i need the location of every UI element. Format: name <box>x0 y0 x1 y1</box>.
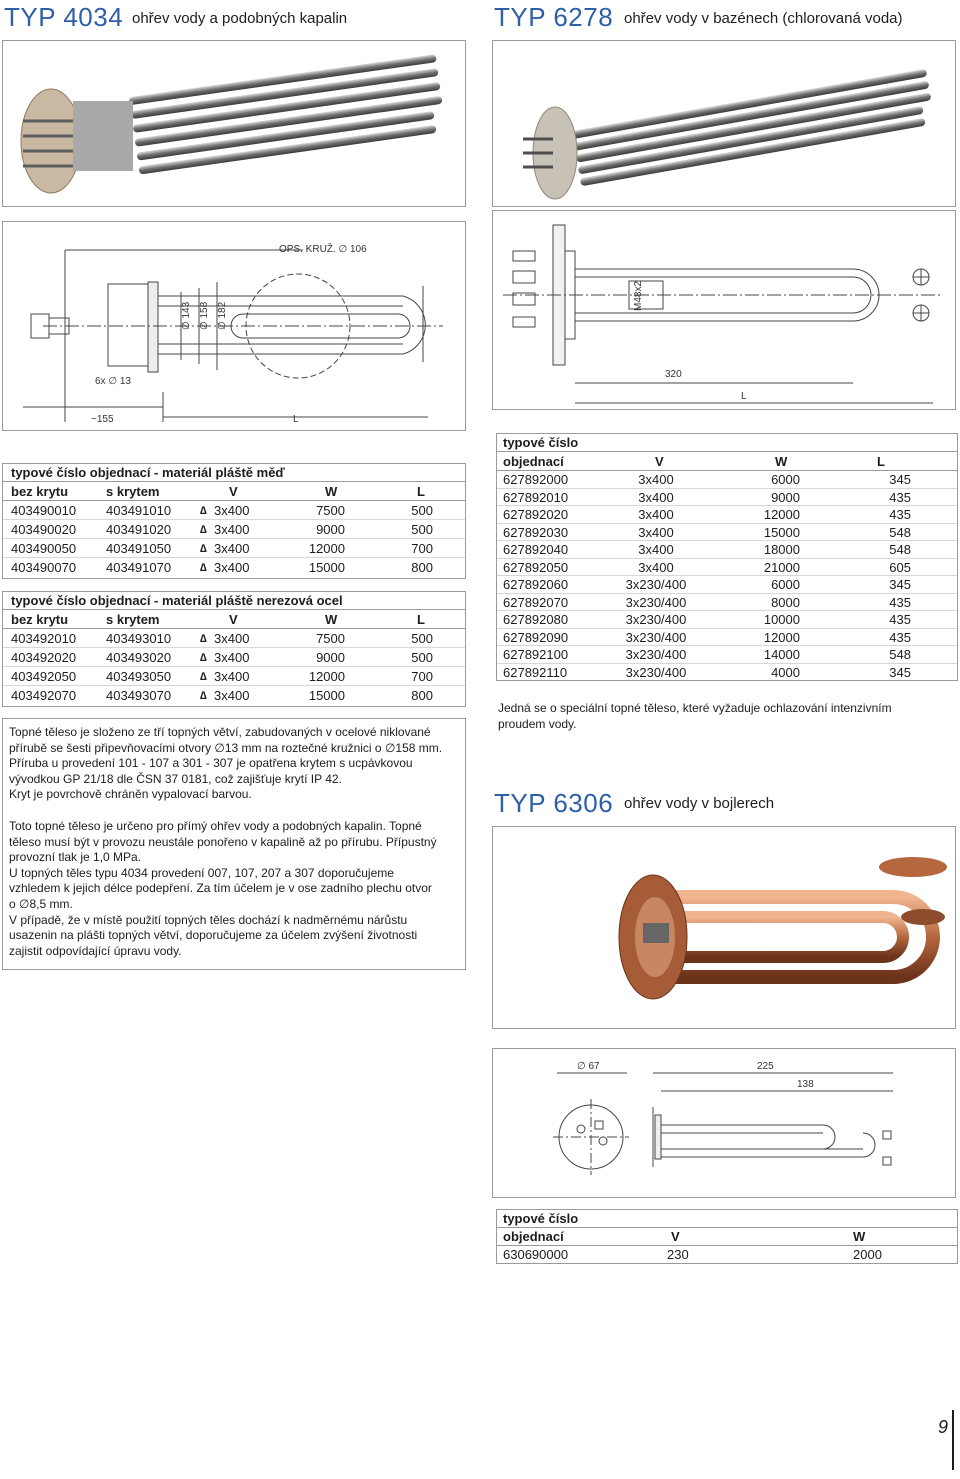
page-number: 9 <box>938 1417 949 1437</box>
text-line: proudem vody. <box>498 716 577 731</box>
delta-symbol: ∆ <box>200 543 207 555</box>
table-header-line1: typové číslo <box>497 1210 957 1228</box>
delta-symbol: ∆ <box>200 690 207 702</box>
delta-symbol: ∆ <box>200 524 207 536</box>
typ6306-photo <box>492 826 956 1029</box>
table-row: 627892090 3x230/400 12000 435 <box>497 629 957 647</box>
typ4034-table-copper <box>2 463 466 579</box>
dim-thread: M48x2 <box>633 280 644 311</box>
typ4034-photo <box>2 40 466 207</box>
table-row: 403490070 403491070 ∆ 3x400 15000 800 <box>11 560 433 575</box>
delta-symbol: ∆ <box>200 505 207 517</box>
dim-len320: 320 <box>665 369 682 380</box>
table-row: 627892020 3x400 12000 435 <box>497 506 957 524</box>
dim-len225: 225 <box>757 1061 774 1072</box>
dim-len138: 138 <box>797 1079 814 1090</box>
table-row: 627892060 3x230/400 6000 345 <box>497 576 957 594</box>
dim-holes: 6x ∅ 13 <box>95 376 131 387</box>
text-line: Kryt je povrchově chráněn vypalovací barvou. <box>9 787 252 802</box>
text-line: V případě, že v místě použití topných těles dochází k nadměrnému nárůstu <box>9 912 408 927</box>
typ6278-note <box>498 701 956 732</box>
table-header-line1: typové číslo <box>497 434 957 452</box>
table-row: 627892100 3x230/400 14000 548 <box>497 646 957 664</box>
typ6278-code: TYP 6278 <box>494 2 614 32</box>
typ4034-table-stainless <box>2 591 466 707</box>
dim-d158: ∅ 158 <box>199 301 210 330</box>
table-title: typové číslo objednací - materiál pláště měď <box>3 464 465 482</box>
typ4034-subtitle: ohřev vody a podobných kapalin <box>132 10 348 27</box>
delta-symbol: ∆ <box>200 671 207 683</box>
table-title: typové číslo objednací - materiál pláště nerezová ocel <box>3 592 465 610</box>
delta-symbol: ∆ <box>200 652 207 664</box>
text-line: přírubě se šesti připevňovacími otvory ∅13 mm na roztečné kružnici o ∅158 mm. <box>9 740 443 755</box>
table-row: 403492010 403493010 ∆ 3x400 7500 500 <box>3 630 465 648</box>
table-row: 627892010 3x400 9000 435 <box>497 489 957 507</box>
description-paragraph-2 <box>9 819 463 959</box>
text-line: provozní tlak je 1,0 MPa. <box>9 850 142 865</box>
text-line: vzhledem k jejich délce podepření. Za tím účelem je v ose zadního plechu otvor <box>9 881 432 896</box>
table-header: bez krytu s krytem V W L <box>3 483 465 501</box>
typ6278-subtitle: ohřev vody v bazénech (chlorovaná voda) <box>624 10 903 27</box>
text-line: Příruba u provedení 101 - 107 a 301 - 307 je opatřena krytem s ucpávkovou <box>9 756 413 771</box>
dim-L: L <box>741 391 747 402</box>
delta-symbol: ∆ <box>200 562 207 574</box>
table-header: objednací V W L <box>497 453 957 471</box>
typ4034-technical-drawing <box>2 221 466 431</box>
table-header: bez krytu s krytem V W L <box>3 611 465 629</box>
typ6278-technical-drawing <box>492 210 956 410</box>
table-row: 627892070 3x230/400 8000 435 <box>497 594 957 612</box>
table-row: 403492050 403493050 ∆ 3x400 12000 700 <box>3 668 465 686</box>
typ6306-code: TYP 6306 <box>494 788 614 818</box>
text-line: zajistit odpovídající úpravu vody. <box>9 943 182 958</box>
table-row: 627892050 3x400 21000 605 <box>497 559 957 577</box>
typ6306-technical-drawing <box>492 1048 956 1198</box>
ops-krouzek-label: OPS. KRUŽ. ∅ 106 <box>279 244 367 255</box>
text-line: Toto topné těleso je určeno pro přímý ohřev vody a podobných kapalin. Topné <box>9 819 422 833</box>
dim-d182: ∅ 182 <box>217 301 228 330</box>
text-line: usazenin na plášti topných větví, doporučujeme za účelem zvýšení životnosti <box>9 928 418 943</box>
delta-symbol: ∆ <box>200 633 207 645</box>
text-line: U topných těles typu 4034 provedení 007, 107, 207 a 307 doporučujeme <box>9 865 394 880</box>
dim-L: L <box>293 414 299 425</box>
table-row: 627892110 3x230/400 4000 345 <box>503 664 911 680</box>
table-row: 403490050 403491050 ∆ 3x400 12000 700 <box>3 540 465 558</box>
text-line: Topné těleso je složeno ze tří topných větví, zabudovaných v ocelové niklované <box>9 725 431 739</box>
table-row: 627892080 3x230/400 10000 435 <box>497 611 957 629</box>
table-row: 403492020 403493020 ∆ 3x400 9000 500 <box>3 649 465 667</box>
typ6306-subtitle: ohřev vody v bojlerech <box>624 795 775 812</box>
dim-len155: ~155 <box>91 414 114 425</box>
typ6306-table <box>496 1209 958 1264</box>
page-corner-rule <box>952 1410 954 1470</box>
typ6278-table <box>496 433 958 681</box>
table-row: 403492070 403493070 ∆ 3x400 15000 800 <box>11 688 433 703</box>
typ6278-photo <box>492 40 956 207</box>
dim-d143: ∅ 143 <box>181 301 192 330</box>
dim-d67: ∅ 67 <box>577 1061 600 1072</box>
text-line: o ∅8,5 mm. <box>9 896 73 911</box>
table-row: 403490010 403491010 ∆ 3x400 7500 500 <box>3 502 465 520</box>
table-row: 627892030 3x400 15000 548 <box>497 524 957 542</box>
description-paragraph-1 <box>9 725 463 803</box>
table-row: 627892000 3x400 6000 345 <box>497 471 957 489</box>
text-line: těleso musí být v provozu neustále ponořeno v kapalině až po přírubu. Přípustný <box>9 834 437 849</box>
typ4034-description <box>2 718 466 970</box>
typ4034-code: TYP 4034 <box>4 2 124 32</box>
table-row: 630690000 230 2000 <box>503 1247 882 1262</box>
text-line: vývodkou GP 21/18 dle ČSN 37 0181, což zajišťuje krytí IP 42. <box>9 771 342 786</box>
table-header: objednací V W <box>497 1228 957 1246</box>
text-line: Jedná se o speciální topné těleso, které vyžaduje ochlazování intenzivním <box>498 701 892 715</box>
table-row: 627892040 3x400 18000 548 <box>497 541 957 559</box>
table-row: 403490020 403491020 ∆ 3x400 9000 500 <box>3 521 465 539</box>
